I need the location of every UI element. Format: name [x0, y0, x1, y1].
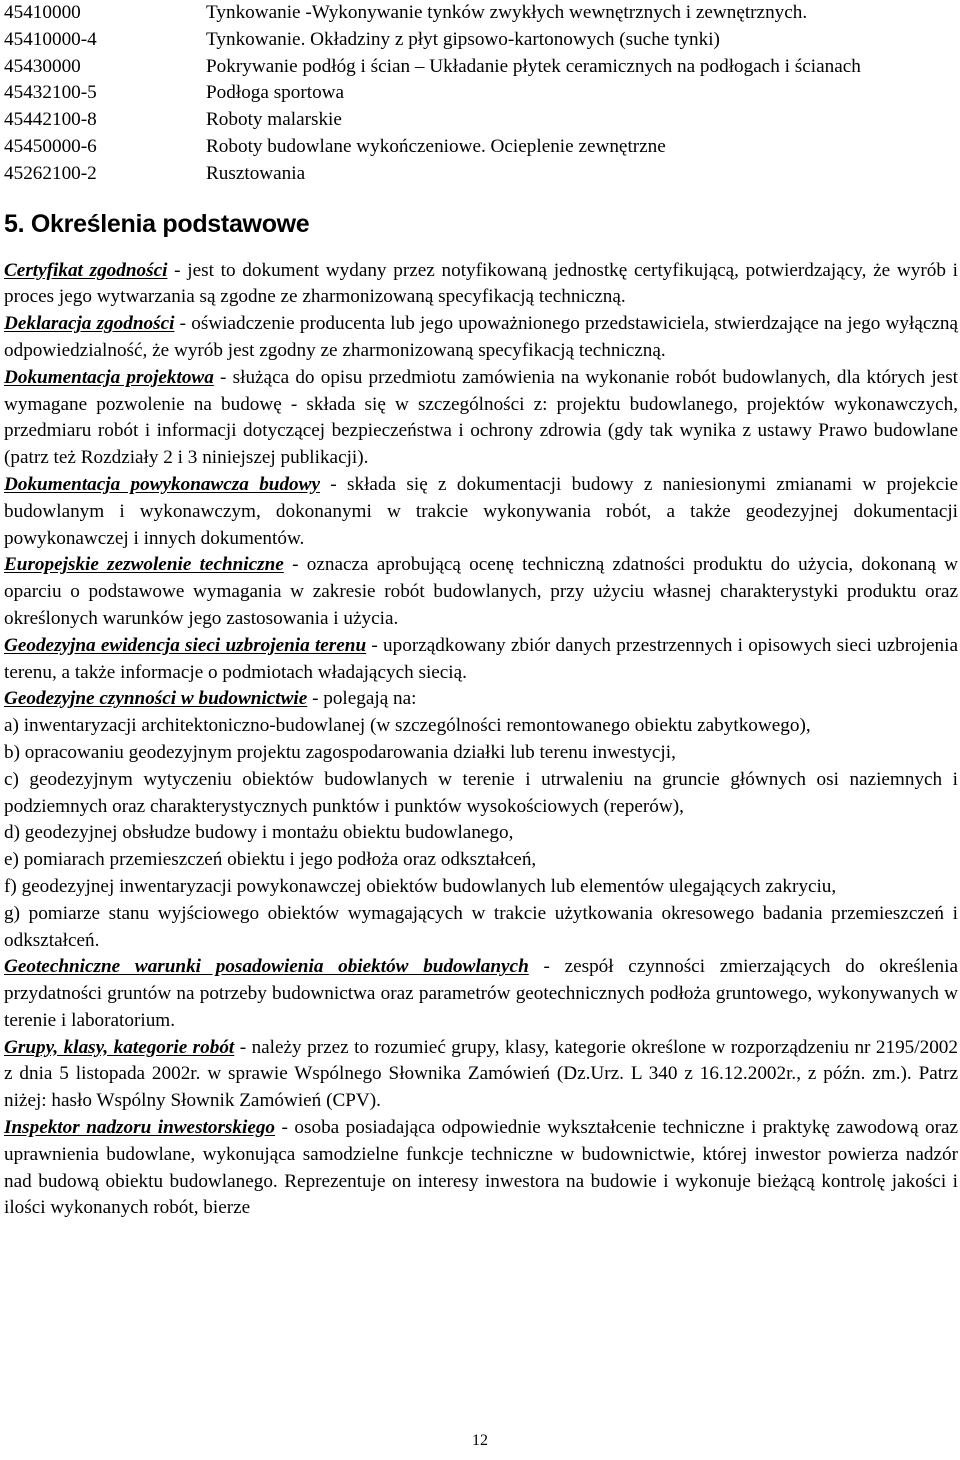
definition-paragraph	[4, 954, 958, 1034]
definition-term: Geotechniczne warunki posadowienia obiektów budowlanych	[4, 956, 529, 978]
list-item: b) opracowaniu geodezyjnym projektu zagospodarowania działki lub terenu inwestycji,	[4, 741, 676, 763]
code-row	[4, 134, 958, 161]
definition-term: Geodezyjne czynności w budownictwie	[4, 688, 308, 710]
definition-text: - należy przez to rozumieć grupy, klasy, kategorie określone w rozporządzeniu nr 2195/2002 z dnia 5 listopada 2002r. w sprawie Wspólnego Słownika Zamówień (Dz.Urz. L 340 z 16.12.2002r., z późn. zm.). Patrz niżej: hasło Wspólny Słownik Zamówień (CPV).	[4, 1036, 958, 1112]
definition-text: - jest to dokument wydany przez notyfikowaną jednostkę certyfikującą, potwierdzający, że wyrób i proces jego wytwarzania są zgodne ze zharmonizowaną specyfikacją techniczną.	[4, 259, 958, 308]
list-item: g) pomiarze stanu wyjściowego obiektów wymagających w trakcie użytkowania okresowego badania przemieszczeń i odkształceń.	[4, 902, 958, 951]
code-number: 45450000-6	[4, 135, 97, 157]
definition-term: Certyfikat zgodności	[4, 259, 168, 281]
list-item: d) geodezyjnej obsłudze budowy i montażu obiektu budowlanego,	[4, 822, 514, 844]
code-description: Pokrywanie podłóg i ścian – Układanie płytek ceramicznych na podłogach i ścianach	[206, 55, 861, 77]
page-number: 12	[472, 1432, 488, 1449]
definition-text: - zespół czynności zmierzających do określenia przydatności gruntów na potrzeby budownictwa oraz parametrów geotechnicznych podłoża gruntowego, wykonywanych w terenie i laboratorium.	[4, 956, 958, 1031]
definition-text: - oświadczenie producenta lub jego upoważnionego przedstawiciela, stwierdzające na jego wyłączną odpowiedzialność, że wyrób jest zgodny ze zharmonizowaną specyfikacją techniczną.	[4, 313, 958, 361]
code-row	[4, 80, 958, 107]
definition-paragraph	[4, 472, 958, 552]
code-description: Tynkowanie -Wykonywanie tynków zwykłych wewnętrznych i zewnętrznych.	[206, 2, 808, 23]
definition-term: Inspektor nadzoru inwestorskiego	[4, 1117, 276, 1139]
definition-term: Geodezyjna ewidencja sieci uzbrojenia terenu	[4, 634, 367, 656]
list-item: c) geodezyjnym wytyczeniu obiektów budowlanych w terenie i utrwaleniu na gruncie głównych osi naziemnych i podziemnych oraz charakterystycznych punktów i punktów wysokościowych (reperów),	[4, 768, 958, 817]
definition-paragraph	[4, 686, 958, 713]
definition-text: - służąca do opisu przedmiotu zamówienia na wykonanie robót budowlanych, dla których jest wymagane pozwolenie na budowę - składa się w szczególności z: projektu budowlanego, projektów wykonawczych, przedmiaru robót i informacji dotyczącej bezpieczeństwa i ochrony zdrowia (gdy tak wynika z ustawy Prawo budowlane (patrz też Rozdziały 2 i 3 niniejszej publikacji).	[4, 366, 958, 469]
code-description: Tynkowanie. Okładziny z płyt gipsowo-kartonowych (suche tynki)	[206, 28, 720, 50]
code-description: Roboty budowlane wykończeniowe. Ocieplenie zewnętrzne	[206, 135, 666, 157]
definition-term: Deklaracja zgodności	[4, 313, 175, 335]
definition-paragraph	[4, 633, 958, 687]
code-number: 45430000	[4, 55, 81, 77]
list-item: a) inwentaryzacji architektoniczno-budowlanej (w szczególności remontowanego obiektu zabytkowego),	[4, 715, 811, 737]
definition-paragraph	[4, 552, 958, 632]
definition-term: Dokumentacja powykonawcza budowy	[4, 473, 320, 495]
definition-text: - osoba posiadająca odpowiednie wykształcenie techniczne i praktykę zawodową oraz uprawnienia budowlane, wykonująca samodzielne funkcje techniczne w budownictwie, której inwestor powierza nadzór nad budową obiektu budowlanego. Reprezentuje on interesy inwestora na budowie i wykonuje bieżącą kontrolę jakości i ilości wykonanych robót, bierze	[4, 1117, 958, 1219]
code-row	[4, 27, 958, 54]
code-number: 45410000-4	[4, 28, 97, 50]
code-number: 45262100-2	[4, 162, 97, 184]
definition-term: Grupy, klasy, kategorie robót	[4, 1036, 235, 1058]
definition-term: Dokumentacja projektowa	[4, 366, 214, 388]
section-heading: 5. Określenia podstawowe	[4, 209, 310, 238]
definition-text: - uporządkowany zbiór danych przestrzennych i opisowych sieci uzbrojenia terenu, a także informacje o podmiotach władających siecią.	[4, 634, 958, 683]
definition-text: - oznacza aprobującą ocenę techniczną zdatności produktu do użycia, dokonaną w oparciu o podstawowe wymagania w zakresie robót budowlanych, przy użyciu własnej charakterystyki produktu oraz określonych warunków jego zastosowania i użycia.	[4, 554, 959, 629]
code-number: 45410000	[4, 2, 81, 23]
definition-paragraph	[4, 365, 958, 472]
definition-text: - polegają na:	[307, 688, 417, 710]
cpv-code-list	[4, 0, 958, 188]
code-description: Rusztowania	[206, 162, 306, 184]
code-number: 45432100-5	[4, 82, 97, 104]
definition-paragraph	[4, 258, 958, 312]
code-number: 45442100-8	[4, 109, 97, 131]
definition-paragraph	[4, 1035, 958, 1115]
code-row	[4, 161, 958, 188]
list-item: f) geodezyjnej inwentaryzacji powykonawczej obiektów budowlanych lub elementów ulegających zakryciu,	[4, 875, 837, 897]
list-item: e) pomiarach przemieszczeń obiektu i jego podłoża oraz odkształceń,	[4, 849, 537, 871]
code-description: Podłoga sportowa	[206, 82, 345, 104]
code-row	[4, 54, 958, 81]
code-description: Roboty malarskie	[206, 109, 342, 131]
definition-paragraph	[4, 1115, 958, 1222]
definition-text: - składa się z dokumentacji budowy z naniesionymi zmianami w projekcie budowlanym i wykonawczym, dokonanymi w trakcie wykonywania robót, a także geodezyjnej dokumentacji powykonawczej i innych dokumentów.	[4, 473, 958, 549]
code-row	[4, 0, 958, 27]
definition-term: Europejskie zezwolenie techniczne	[4, 554, 284, 576]
definition-paragraph	[4, 311, 958, 365]
code-row	[4, 107, 958, 134]
